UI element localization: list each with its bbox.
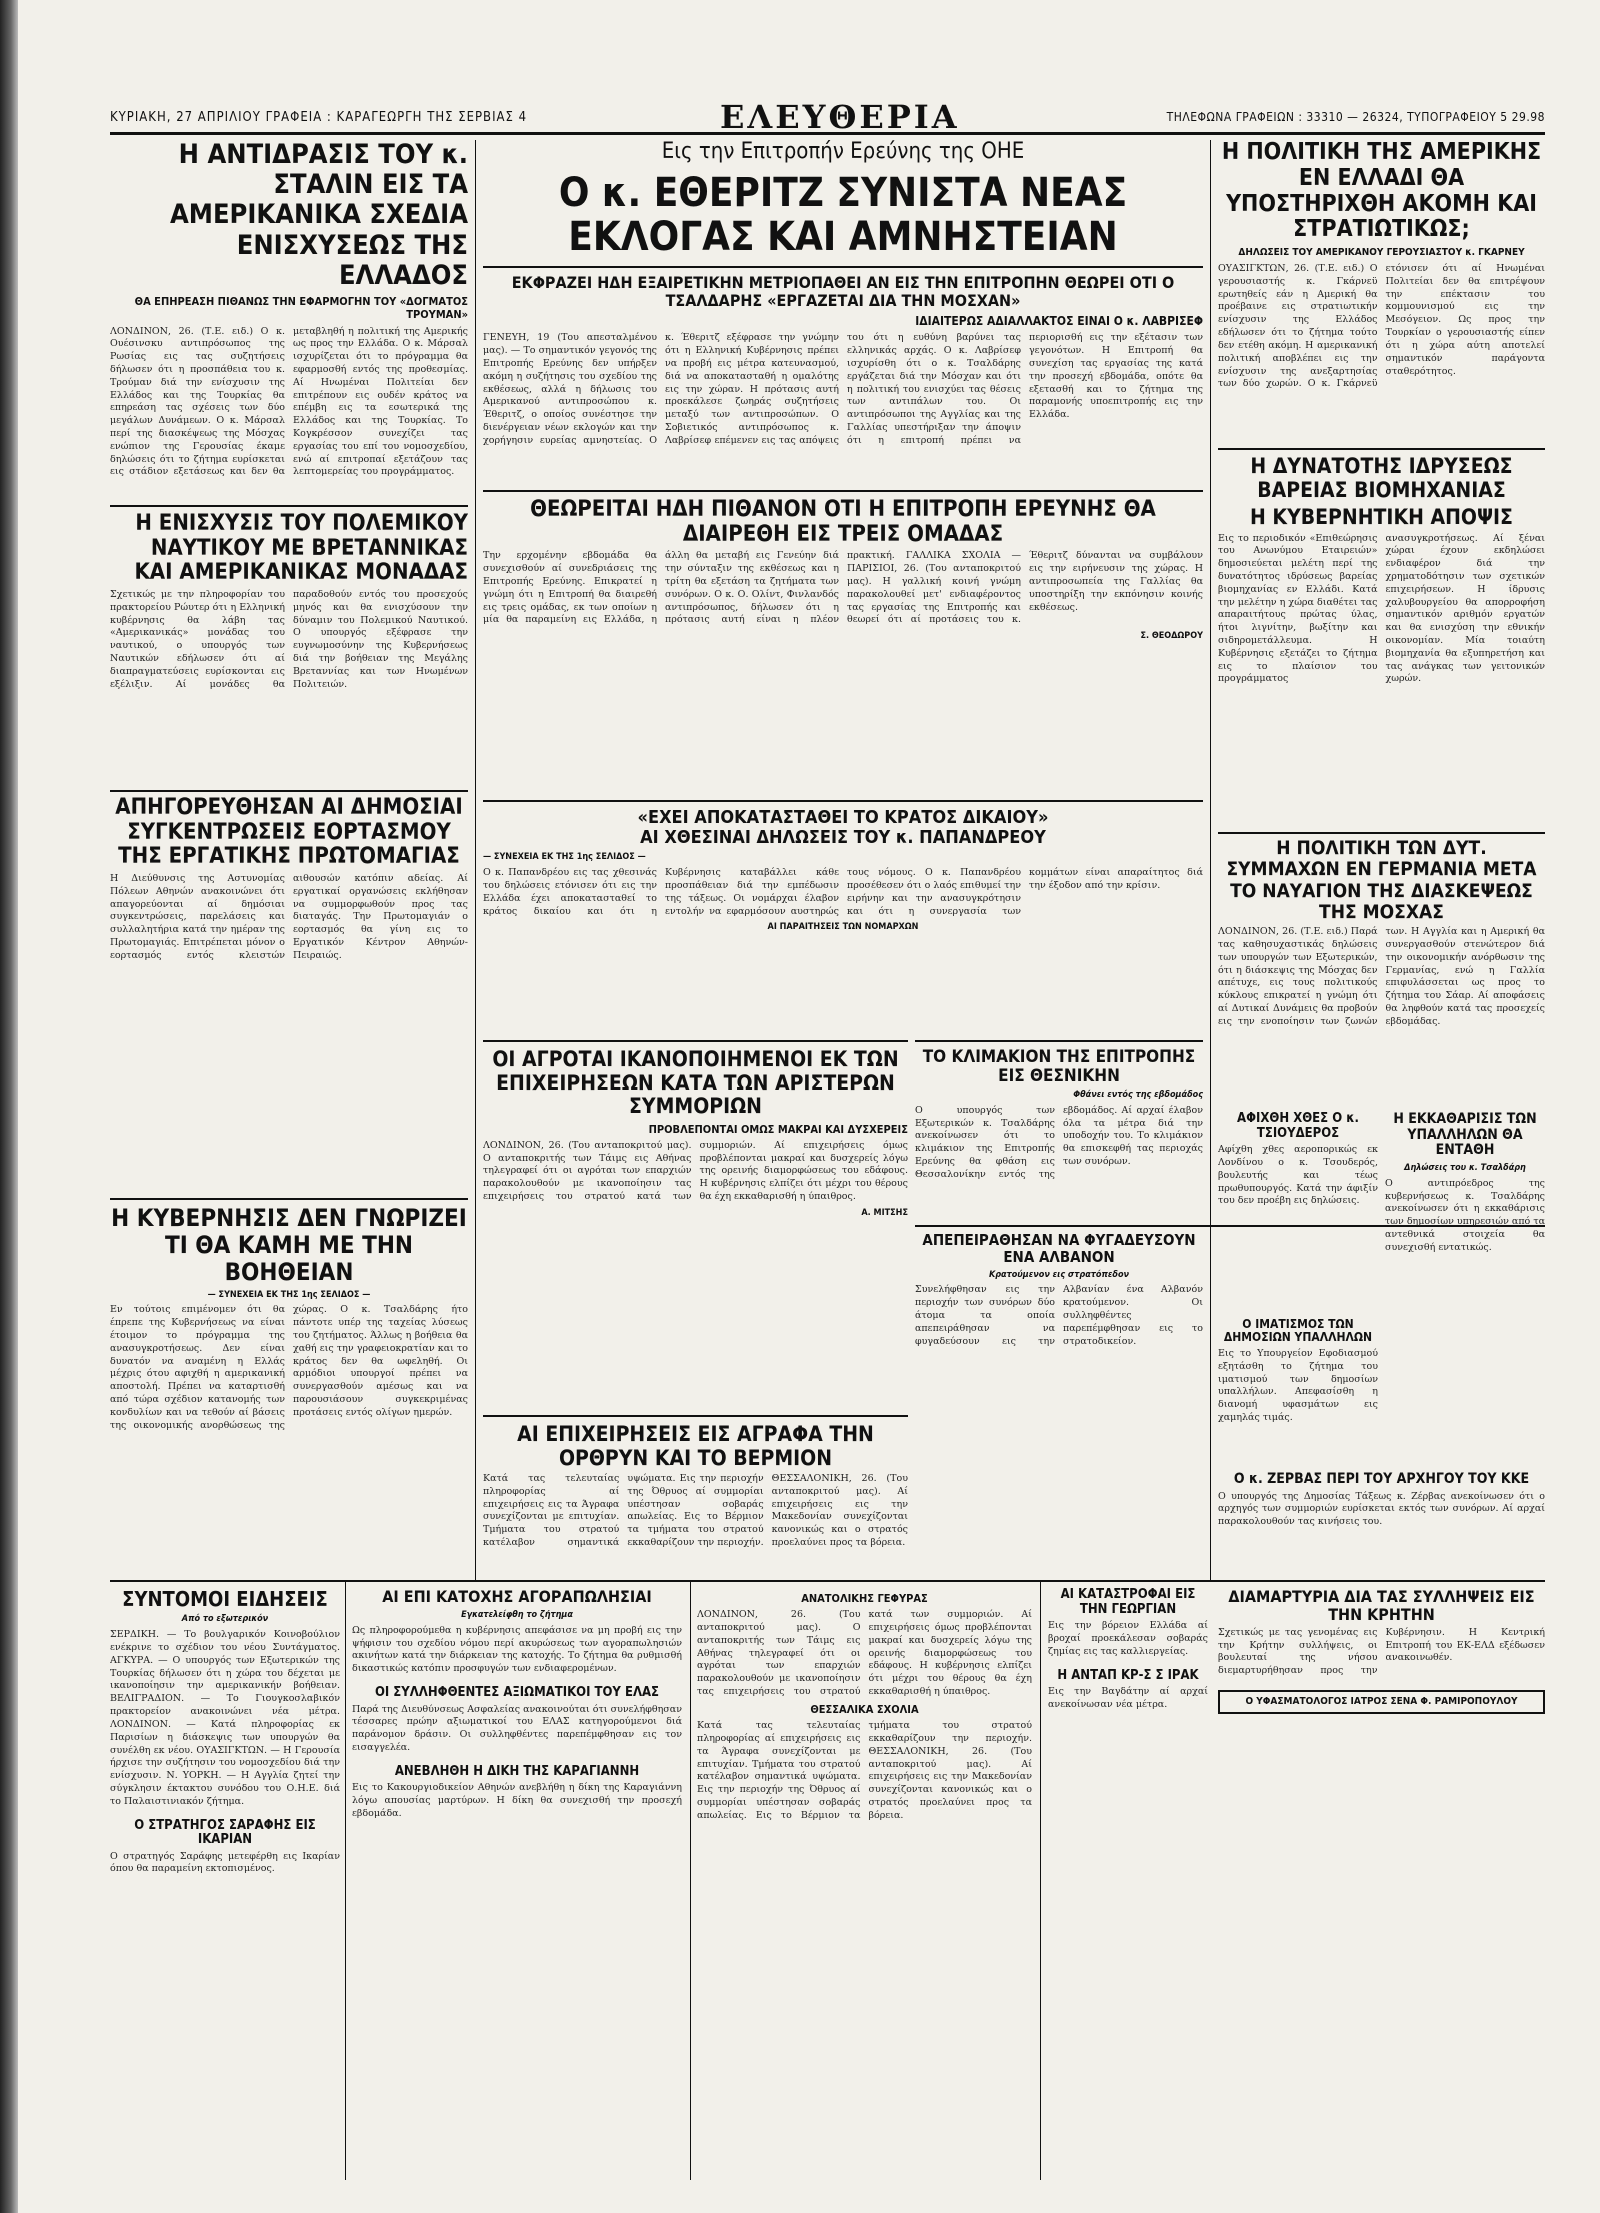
headline: Η ΚΥΒΕΡΝΗΤΙΚΗ ΑΠΟΨΙΣ xyxy=(1250,505,1513,530)
headline: «ΕΧΕΙ ΑΠΟΚΑΤΑΣΤΑΘΕΙ ΤΟ ΚΡΑΤΟΣ ΔΙΚΑΙΟΥ» xyxy=(637,807,1049,828)
rule xyxy=(483,266,1203,268)
headline: Η ΕΚΚΑΘΑΡΙΣΙΣ ΤΩΝ ΥΠΑΛΛΗΛΩΝ ΘΑ ΕΝΤΑΘΗ xyxy=(1393,1112,1537,1159)
headline: Η ΑΝΤΑΠ ΚΡ-Σ Σ ΙΡΑΚ xyxy=(1057,1667,1199,1683)
article-body: Εις το Υπουργείον Εφοδιασμού εξητάσθη το ζήτημα του ιματισμού των δημοσίων υπαλλήλων. Απεφασίσθη η διανομή υφασμάτων εις χαμηλάς τιμάς. xyxy=(1218,1347,1378,1423)
headline: Η ΚΥΒΕΡΝΗΣΙΣ ΔΕΝ ΓΝΩΡΙΖΕΙ ΤΙ ΘΑ ΚΑΜΗ ΜΕ ΤΗΝ ΒΟΗΘΕΙΑΝ xyxy=(111,1205,467,1286)
article-body: Ο στρατηγός Σαράφης μετεφέρθη εις Ικαρίαν όπου θα παραμείνη εκτοπισμένος. xyxy=(110,1850,340,1875)
masthead-date-address: ΚΥΡΙΑΚΗ, 27 ΑΠΡΙΛΙΟΥ ΓΡΑΦΕΙΑ : ΚΑΡΑΓΕΩΡΓΗ ΤΗΣ ΣΕΡΒΙΑΣ 4 xyxy=(110,110,528,125)
headline: ΤΟ ΚΛΙΜΑΚΙΟΝ ΤΗΣ ΕΠΙΤΡΟΠΗΣ ΕΙΣ ΘΕΣΝΙΚΗΝ xyxy=(922,1047,1196,1087)
headline: ΑΙ ΧΘΕΣΙΝΑΙ ΔΗΛΩΣΕΙΣ ΤΟΥ κ. ΠΑΠΑΝΔΡΕΟΥ xyxy=(640,827,1046,849)
binding-edge xyxy=(0,0,18,2213)
article-aid xyxy=(110,1205,468,1575)
article-body: ΛΟΝΔΙΝΟΝ, 26. (Τ.Ε. ειδ.) Παρά τας καθησυχαστικάς δηλώσεις των υπουργών των Εξωτερικών, ότι η διάσκεψις της Μόσχας δεν απέτυχε, εις τους πολιτικούς κύκλους επικρατεί η γνώμη ότι αί Δυτικαί Δυνάμεις θα προβούν εις την ενοποίησιν των ζωνών των. Η Αγγλία και η Αμερική θα συνεργασθούν στενώτερον διά την οικονομικήν ανόρθωσιν της Γερμανίας, ενώ η Γαλλία επιφυλάσσεται ως προς το ζήτημα του Σάαρ. Αί αποφάσεις θα ληφθούν κατά τας προσεχείς εβδομάδας. xyxy=(1218,926,1545,1027)
article-albanians xyxy=(915,1232,1203,1422)
rule xyxy=(483,800,1203,802)
article-committee xyxy=(483,490,1203,795)
article-mayday xyxy=(110,796,468,1196)
subheadline: Κρατούμενον εις στρατόπεδον xyxy=(988,1269,1130,1280)
article-body: Εις το περιοδικόν «Επιθεώρησις του Ανωνύμου Εταιρειών» δημοσιεύεται μελέτη περί της δυνατότητος ιδρύσεως βαρείας βιομηχανίας εν Ελλάδι. Κατά την μελέτην η χώρα διαθέτει τας απαραιτήτους πρώτας ύλας, ήτοι λιγνίτην, βωξίτην και σιδηρομετάλλευμα. Η Κυβέρνησις εξετάζει το ζήτημα εις το πλαίσιον του προγράμματος ανασυγκροτήσεως. Αί ξέναι χώραι έχουν εκδηλώσει ενδιαφέρον διά την χρηματοδότησιν των σχετικών επιχειρήσεων. Η ίδρυσις χαλυβουργείου θα απορροφήση σημαντικόν αριθμόν εργατών και θα ενισχύση την εθνικήν οικονομίαν. Μία τοιαύτη βιομηχανία θα εξυπηρετήση και τας ανάγκας των γειτονικών χωρών. xyxy=(1218,532,1545,685)
article-briefs xyxy=(110,1588,340,2178)
signature: Σ. ΘΕΟΔΩΡΟΥ xyxy=(1140,631,1203,642)
subheadline: Εγκατελείφθη το ζήτημα xyxy=(461,1609,573,1620)
headline: ΑΙ ΕΠΙ ΚΑΤΟΧΗΣ ΑΓΟΡΑΠΩΛΗΣΙΑΙ xyxy=(382,1588,652,1606)
article-industry xyxy=(1218,455,1545,830)
headline: ΣΥΝΤΟΜΟΙ ΕΙΔΗΣΕΙΣ xyxy=(122,1588,328,1611)
article-body: Εις την βόρειον Ελλάδα αί βροχαί προεκάλεσαν σοβαράς ζημίας εις τας καλλιεργείας. xyxy=(1048,1620,1208,1657)
article-body: Σχετικώς με την πληροφορίαν του πρακτορείου Ρώυτερ ότι η Ελληνική κυβέρνησις θα λάβη τας «Αμερικανικάς» μονάδας του ναυτικού, ο υπουργός των Ναυτικών εδήλωσεν ότι αί διαπραγματεύσεις ευρίσκονται εις εξέλιξιν. Αί μονάδες θα παραδοθούν εντός του προσεχούς μηνός και θα ενισχύσουν την δύναμιν του Πολεμικού Ναυτικού. Ο υπουργός εξέφρασε την ευγνωμοσύνην της Κυβερνήσεως διά την βοήθειαν της Μεγάλης Βρεταννίας και των Ηνωμένων Πολιτειών. xyxy=(110,588,468,690)
kicker: Εις την Επιτροπήν Ερεύνης της ΟΗΕ xyxy=(661,140,1025,164)
article-navy xyxy=(110,512,468,787)
article-body: Ο κ. Παπανδρέου εις τας χθεσινάς του δηλώσεις ετόνισεν ότι εις την Ελλάδα έχει αποκατασταθεί το κράτος δικαίου και ότι η Κυβέρνησις καταβάλλει κάθε προσπάθειαν διά την εμπέδωσιν της τάξεως. Οι νομάρχαι έλαβον εντολήν να εφαρμόσουν αυστηρώς τους νόμους. Ο κ. Παπανδρέου προσέθεσεν ότι ο λαός επιθυμεί την ειρήνην και την ανασυγκρότησιν και ότι η συνεργασία των κομμάτων είναι απαραίτητος διά την έξοδον από την κρίσιν. xyxy=(483,867,1203,917)
article-agrafa-continued xyxy=(697,1588,1032,2178)
article-body: Την ερχομένην εβδομάδα θα συνεχισθούν αί συνεδριάσεις της Επιτροπής Ερεύνης. Επικρατεί η γνώμη ότι η Επιτροπή θα διαιρεθή εις τρεις ομάδας, εκ των οποίων η μία θα παραμείνη εις Ελλάδα, η άλλη θα μεταβή εις Γενεύην διά την σύνταξιν της εκθέσεως και η τρίτη θα εξετάση τα ζητήματα των συνόρων. Ο κ. Ο. Ολίντ, Φινλανδός αντιπρόσωπος, δήλωσεν ότι η πρότασις αυτή είναι η πλέον πρακτική. ΓΑΛΛΙΚΑ ΣΧΟΛΙΑ — ΠΑΡΙΣΙΟΙ, 26. (Του ανταποκριτού μας). Η γαλλική κοινή γνώμη παρακολουθεί μετ' ενδιαφέροντος τας εργασίας της Επιτροπής και θεωρεί ότι αί προτάσεις του κ. Έθεριτζ δύνανται να συμβάλουν εις την ειρήνευσιν της χώρας. Η αντιπροσωπεία της Γαλλίας θα υποστηρίξη την εκπόνησιν κοινής εκθέσεως. xyxy=(483,550,1203,626)
subheadline: ΔΗΛΩΣΕΙΣ ΤΟΥ ΑΜΕΡΙΚΑΝΟΥ ΓΕΡΟΥΣΙΑΣΤΟΥ κ. ΓΚΑΡΝΕΥ xyxy=(1238,247,1525,258)
rule xyxy=(110,1198,468,1200)
article-body: ΣΕΡΔΙΚΗ. — Το βουλγαρικόν Κοινοβούλιον ενέκρινε το σχέδιον του νέου Συντάγματος. ΑΓΚΥΡΑ. — Ο υπουργός των Εξωτερικών της Τουρκίας δήλωσεν ότι η χώρα του δέχεται με ικανοποίησιν την αμερικανικήν βοήθειαν. ΒΕΛΙΓΡΑΔΙΟΝ. — Το Γιουγκοσλαβικόν πρακτορείον ανακοινώνει νέα μέτρα. ΛΟΝΔΙΝΟΝ. — Κατά πληροφορίας εκ Παρισίων η διάσκεψις των υπουργών θα συνέλθη εκ νέου. ΟΥΑΣΙΓΚΤΩΝ. — Η Γερουσία ήρχισε την συζήτησιν του νομοσχεδίου διά την ενίσχυσιν. Ν. ΥΟΡΚΗ. — Η Αγγλία ζητεί την σύγκλησιν έκτακτου συνόδου του Ο.Η.Ε. διά το Παλαιστινιακόν ζήτημα. xyxy=(110,1629,340,1807)
rule xyxy=(1218,832,1545,834)
article-protest xyxy=(1218,1588,1545,2178)
column-rule xyxy=(690,1580,691,2180)
rule xyxy=(110,1580,1545,1582)
rule xyxy=(483,1415,908,1417)
subheadline: Δηλώσεις του κ. Τσαλδάρη xyxy=(1404,1163,1526,1174)
headline: ΟΙ ΣΥΛΛΗΦΘΕΝΤΕΣ ΑΞΙΩΜΑΤΙΚΟΙ ΤΟΥ ΕΛΑΣ xyxy=(374,1684,660,1700)
lead-headline: Ο κ. ΕΘΕΡΙΤΖ ΣΥΝΙΣΤΑ ΝΕΑΣ ΕΚΛΟΓΑΣ ΚΑΙ ΑΜΝΗΣΤΕΙΑΝ xyxy=(558,169,1128,261)
deck: ΕΚΦΡΑΖΕΙ ΗΔΗ ΕΞΑΙΡΕΤΙΚΗΝ ΜΕΤΡΙΟΠΑΘΕΙ ΑΝ ΕΙΣ ΤΗΝ ΕΠΙΤΡΟΠΗΝ ΘΕΩΡΕΙ ΟΤΙ Ο ΤΣΑΛΔΑΡΗΣ «ΕΡΓΑΖΕΤΑΙ ΔΙΑ ΤΗΝ ΜΟΣΧΑΝ» xyxy=(511,273,1175,311)
article-germany xyxy=(1218,838,1545,1108)
article-body: Εις το Κακουργιοδικείον Αθηνών ανεβλήθη η δίκη της Καραγιάννη λόγω απουσίας μαρτύρων. Η δίκη θα συνεχισθή την προσεχή εβδομάδα. xyxy=(352,1782,682,1819)
headline: Ο κ. ΖΕΡΒΑΣ ΠΕΡΙ ΤΟΥ ΑΡΧΗΓΟΥ ΤΟΥ ΚΚΕ xyxy=(1233,1472,1530,1487)
subheadline: Από το εξωτερικόν xyxy=(181,1614,269,1625)
article-stalin xyxy=(110,140,468,502)
article-body: Ο υπουργός των Εξωτερικών κ. Τσαλδάρης ανεκοίνωσεν ότι το κλιμάκιον της Επιτροπής Ερεύνης θα φθάση εις Θεσσαλονίκην εντός της εβδομάδος. Αί αρχαί έλαβον όλα τα μέτρα διά την υποδοχήν του. Το κλιμάκιον θα επισκεφθή τας περιοχάς των συνόρων. xyxy=(915,1104,1203,1180)
headline: Η ΠΟΛΙΤΙΚΗ ΤΗΣ ΑΜΕΡΙΚΗΣ ΕΝ ΕΛΛΑΔΙ ΘΑ ΥΠΟΣΤΗΡΙΧΘΗ ΑΚΟΜΗ ΚΑΙ ΣΤΡΑΤΙΩΤΙΚΩΣ; xyxy=(1221,140,1542,243)
headline: Ο ΙΜΑΤΙΣΜΟΣ ΤΩΝ ΔΗΜΟΣΙΩΝ ΥΠΑΛΛΗΛΩΝ xyxy=(1223,1318,1373,1345)
subheadline: ΘΑ ΕΠΗΡΕΑΣΗ ΠΙΘΑΝΩΣ ΤΗΝ ΕΦΑΡΜΟΓΗΝ ΤΟΥ «ΔΟΓΜΑΤΟΣ ΤΡΟΥΜΑΝ» xyxy=(134,295,468,322)
article-body: Εν τούτοις επιμένομεν ότι θα έπρεπε της Κυβερνήσεως να είναι έτοιμον το πρόγραμμα της ανασυγκροτήσεως. Δεν είναι δυνατόν να αναμένη η Ελλάς μέχρις ότου αφιχθή η αμερικανική αποστολή. Πρέπει να καταρτισθή από τώρα σχέδιον κατανομής των κονδυλίων και να τεθούν αί βάσεις της οικονομικής ανορθώσεως της χώρας. Ο κ. Τσαλδάρης ήτο πάντοτε υπέρ της ταχείας λύσεως του ζητήματος. Άλλως η βοήθεια θα χαθή εις την γραφειοκρατίαν και το κράτος δεν θα ωφεληθή. Οι αρμόδιοι υπουργοί πρέπει να συνεργασθούν αμέσως και να παρουσιάσουν συγκεκριμένας προτάσεις εντός ολίγων ημερών. xyxy=(110,1304,468,1431)
headline: Ο ΣΤΡΑΤΗΓΟΣ ΣΑΡΑΦΗΣ ΕΙΣ ΙΚΑΡΙΑΝ xyxy=(134,1817,316,1848)
article-civil xyxy=(1218,1318,1378,1468)
headline: Η ΠΟΛΙΤΙΚΗ ΤΩΝ ΔΥΤ. ΣΥΜΜΑΧΩΝ ΕΝ ΓΕΡΜΑΝΙΑ ΜΕΤΑ ΤΟ ΝΑΥΑΓΙΟΝ ΤΗΣ ΔΙΑΣΚΕΨΕΩΣ ΤΗΣ ΜΟΣΧΑΣ xyxy=(1226,838,1537,923)
article-body: Κατά τας τελευταίας πληροφορίας αί επιχειρήσεις εις τα Άγραφα συνεχίζονται με επιτυχίαν. Τμήματα του στρατού κατέλαβον σημαντικά υψώματα. Εις την περιοχήν της Όθρυος αί συμμορίαι υπέστησαν σοβαράς απωλείας. Εις το Βέρμιον τα τμήματα του στρατού εκκαθαρίζουν την περιοχήν. ΘΕΣΣΑΛΟΝΙΚΗ, 26. (Του ανταποκριτού μας). Αί επιχειρήσεις εις την Μακεδονίαν συνεχίζονται κανονικώς και ο στρατός προελαύνει προς τα βόρεια. xyxy=(483,1473,908,1549)
article-farmers xyxy=(483,1040,908,1410)
article-body: ΛΟΝΔΙΝΟΝ, 26. (Τ.Ε. ειδ.) Ο κ. Ουέσινσκυ αντιπρόσωπος της Ρωσίας εις τας συζητήσεις δήλωσεν ότι η προσπάθεια του κ. Τρούμαν διά την ενίσχυσιν της Ελλάδος και της Τουρκίας θα επηρεάση τας σχέσεις των δύο μεγάλων Δυνάμεων. Ο κ. Μάρσαλ περί της διασκέψεως της Μόσχας ενώπιον της Γερουσίας έκαμε δηλώσεις ότι το ζήτημα ευρίσκεται εις στάδιον εξετάσεως και δεν θα μεταβληθή η πολιτική της Αμερικής ως προς την Ελλάδα. Ο κ. Μάρσαλ ισχυρίζεται ότι το πρόγραμμα θα εφαρμοσθή εντός της προθεσμίας. Αί Ηνωμέναι Πολιτείαι δεν επιτρέπουν εις ουδέν κράτος να επέμβη εις τα εσωτερικά της Ελλάδος και της Τουρκίας. Το Κογκρέσσον συνεχίζει τας εργασίας του επί του νομοσχεδίου, ενώ αί επιτροπαί εξετάζουν τας λεπτομερείας του προγράμματος. xyxy=(110,325,468,478)
headline: Η ΑΝΤΙΔΡΑΣΙΣ ΤΟΥ κ. ΣΤΑΛΙΝ ΕΙΣ ΤΑ ΑΜΕΡΙΚΑΝΙΚΑ ΣΧΕΔΙΑ ΕΝΙΣΧΥΣΕΩΣ ΤΗΣ ΕΛΛΑΔΟΣ xyxy=(169,140,468,291)
article-body: Συνελήφθησαν εις την περιοχήν των συνόρων δύο άτομα τα οποία απεπειράθησαν να φυγαδεύσουν εις την Αλβανίαν ένα Αλβανόν κρατούμενον. Οι συλληφθέντες παρεπέμφθησαν εις το στρατοδικείον. xyxy=(915,1284,1203,1347)
subheadline: Φθάνει εντός της εβδομάδος xyxy=(1073,1090,1203,1101)
article-body: Αφίχθη χθες αεροπορικώς εκ Λονδίνου ο κ. Τσουδερός, βουλευτής και τέως πρωθυπουργός. Κατά την άφιξίν του δεν προέβη εις δηλώσεις. xyxy=(1218,1144,1378,1207)
headline: ΑΝΕΒΛΗΘΗ Η ΔΙΚΗ ΤΗΣ ΚΑΡΑΓΙΑΝΝΗ xyxy=(394,1763,640,1779)
column-rule xyxy=(1210,140,1211,1580)
continued-note: — ΣΥΝΕΧΕΙΑ ΕΚ ΤΗΣ 1ης ΣΕΛΙΔΟΣ — xyxy=(483,852,646,863)
rule xyxy=(110,790,468,792)
column-rule xyxy=(1040,1580,1041,2180)
masthead xyxy=(110,98,1545,136)
article-body: ΛΟΝΔΙΝΟΝ, 26. (Του ανταποκριτού μας). Ο ανταποκριτής των Τάιμς εις Αθήνας τηλεγραφεί ότι οι αγρόται των επαρχιών παρακολουθούν με ικανοποίησιν τας επιχειρήσεις του στρατού κατά των συμμοριών. Αί επιχειρήσεις όμως προβλέπονται μακραί και δυσχερείς λόγω της ορεινής διαμορφώσεως του εδάφους. Η κυβέρνησις ελπίζει ότι μέχρι του θέρους θα έχη εκκαθαρισθή η ύπαιθρος. xyxy=(697,1609,1032,1698)
rule xyxy=(110,505,468,507)
article-tsouderos xyxy=(1218,1112,1378,1312)
rule xyxy=(483,490,1203,492)
subheadline: ΑΝΑΤΟΛΙΚΗΣ ΓΕΦΥΡΑΣ xyxy=(801,1592,928,1605)
article-body: ΟΥΑΣΙΓΚΤΩΝ, 26. (Τ.Ε. ειδ.) Ο γερουσιαστής κ. Γκάρνεϋ ερωτηθείς εάν η Αμερική θα προέβαινε εις στρατιωτικήν ενίσχυσιν της Ελλάδος εδήλωσεν ότι το ζήτημα τούτο δεν ετέθη ακόμη. Η αμερικανική πολιτική αποβλέπει εις την ενίσχυσιν της ανεξαρτησίας των δύο χωρών. Ο κ. Γκάρνεϋ ετόνισεν ότι αί Ηνωμέναι Πολιτείαι δεν θα επιτρέψουν την επέκτασιν του κομμουνισμού εις την Μεσόγειον. Ως προς την Τουρκίαν ο γερουσιαστής είπεν ότι η χώρα αύτη αποτελεί σημαντικόν παράγοντα σταθερότητος. xyxy=(1218,263,1545,390)
headline: Η ΕΝΙΣΧΥΣΙΣ ΤΟΥ ΠΟΛΕΜΙΚΟΥ ΝΑΥΤΙΚΟΥ ΜΕ ΒΡΕΤΑΝΝΙΚΑΣ ΚΑΙ ΑΜΕΡΙΚΑΝΙΚΑΣ ΜΟΝΑΔΑΣ xyxy=(134,512,468,586)
article-body: Ως πληροφορούμεθα η κυβέρνησις απεφάσισε να μη προβή εις την ψήφισιν του σχεδίου νόμου περί ακυρώσεως των αγοραπωλησιών ακινήτων κατά την διάρκειαν της κατοχής. Το ζήτημα θα ρυθμισθή δικαστικώς κατόπιν προσφυγών των ενδιαφερομένων. xyxy=(352,1624,682,1675)
subheadline: ΑΙ ΠΑΡΑΙΤΗΣΕΙΣ ΤΩΝ ΝΟΜΑΡΧΩΝ xyxy=(767,922,919,933)
column-rule xyxy=(345,1580,346,2180)
article-zervas xyxy=(1218,1472,1545,1582)
article-purge xyxy=(1385,1112,1545,1312)
article-occupation xyxy=(352,1588,682,2178)
newspaper-title: ΕΛΕΥΘΕΡΙΑ xyxy=(720,98,960,136)
article-body: Κατά τας τελευταίας πληροφορίας αί επιχειρήσεις εις τα Άγραφα συνεχίζονται με επιτυχίαν. Τμήματα του στρατού κατέλαβον σημαντικά υψώματα. Εις την περιοχήν της Όθρυος αί συμμορίαι υπέστησαν σοβαράς απωλείας. Εις το Βέρμιον τα τμήματα του στρατού εκκαθαρίζουν την περιοχήν. ΘΕΣΣΑΛΟΝΙΚΗ, 26. (Του ανταποκριτού μας). Αί επιχειρήσεις εις την Μακεδονίαν συνεχίζονται κανονικώς και ο στρατός προελαύνει προς τα βόρεια. xyxy=(697,1720,1032,1821)
article-papandreou xyxy=(483,800,1203,1035)
signature: Α. ΜΙΤΣΗΣ xyxy=(861,1207,908,1218)
article-body: Εις την Βαγδάτην αί αρχαί ανεκοίνωσαν νέα μέτρα. xyxy=(1048,1686,1208,1710)
masthead-phones: ΤΗΛΕΦΩΝΑ ΓΡΑΦΕΙΩΝ : 33310 — 26324, ΤΥΠΟΓΡΑΦΕΙΟΥ 5 29.98 xyxy=(1166,110,1545,124)
subheadline: ΙΔΙΑΙΤΕΡΩΣ ΑΔΙΑΛΛΑΚΤΟΣ ΕΙΝΑΙ Ο κ. ΛΑΒΡΙΣΕΦ xyxy=(915,314,1203,329)
article-body: Ο αντιπρόεδρος της κυβερνήσεως κ. Τσαλδάρης ανεκοίνωσεν ότι η εκκαθάρισις των δημοσίων υπηρεσιών από τα αντεθνικά στοιχεία θα συνεχισθή εντατικώς. xyxy=(1385,1177,1545,1253)
subheadline: ΘΕΣΣΑΛΙΚΑ ΣΧΟΛΙΑ xyxy=(810,1702,919,1716)
continued-note: — ΣΥΝΕΧΕΙΑ ΕΚ ΤΗΣ 1ης ΣΕΛΙΔΟΣ — xyxy=(207,1289,371,1300)
article-georgia xyxy=(1048,1588,1208,2178)
article-body: Παρά της Διευθύνσεως Ασφαλείας ανακοινούται ότι συνελήφθησαν τέσσαρες πρώην αξιωματικοί του ΕΛΑΣ κατηγορούμενοι διά παράνομον δράσιν. Οι συλληφθέντες παρεπέμφθησαν εις τον εισαγγελέα. xyxy=(352,1703,682,1753)
article-body: ΓΕΝΕΥΗ, 19 (Του απεσταλμένου μας). — Το σημαντικόν γεγονός της Επιτροπής Ερεύνης δεν υπήρξεν ακόμη η συζήτησις του σχεδίου της εκθέσεως, αλλά η δήλωσις του Αμερικανού αντιπροσώπου κ. Έθεριτζ, ο οποίος συνέστησε την διενέργειαν νέων εκλογών και την χορήγησιν ευρείας αμνηστείας. Ο κ. Έθεριτζ εξέφρασε την γνώμην ότι η Ελληνική Κυβέρνησις πρέπει να προβή εις μέτρα κατευνασμού, διά να αποκατασταθή η ομαλότης εις την χώραν. Η πρότασις αυτή προεκάλεσε ζωηράς συζητήσεις μεταξύ των αντιπροσώπων. Ο Σοβιετικός αντιπρόσωπος κ. Λαβρίσεφ επέμενεν εις τας απόψεις του ότι η ευθύνη βαρύνει τας ελληνικάς αρχάς. Ο κ. Λαβρίσεφ ισχυρίσθη ότι ο κ. Τσαλδάρης εργάζεται διά την Μόσχαν και ότι η πολιτική του ενισχύει τας θέσεις των αντιπάλων του. Οι αντιπρόσωποι της Αγγλίας και της Γαλλίας υπεστήριξαν την άποψιν ότι η επιτροπή πρέπει να περιορισθή εις την εξέτασιν των γεγονότων. Η Επιτροπή θα συνεχίση τας εργασίας της κατά την προσεχή εβδομάδα, οπότε θα εξετασθή και το ζήτημα της παραμονής υποεπιτροπής εις την Ελλάδα. xyxy=(483,332,1203,446)
headline: ΑΙ ΕΠΙΧΕΙΡΗΣΕΙΣ ΕΙΣ ΑΓΡΑΦΑ ΤΗΝ ΟΡΘΡΥΝ ΚΑΙ ΤΟ ΒΕΡΜΙΟΝ xyxy=(517,1422,874,1470)
headline: ΑΦΙΧΘΗ ΧΘΕΣ Ο κ. ΤΣΙΟΥΔΕΡΟΣ xyxy=(1237,1112,1359,1141)
headline: Η ΔΥΝΑΤΟΤΗΣ ΙΔΡΥΣΕΩΣ ΒΑΡΕΙΑΣ ΒΙΟΜΗΧΑΝΙΑΣ xyxy=(1250,455,1513,502)
deck: ΠΡΟΒΛΕΠΟΝΤΑΙ ΟΜΩΣ ΜΑΚΡΑΙ ΚΑΙ ΔΥΣΧΕΡΕΙΣ xyxy=(648,1122,908,1136)
headline: ΑΠΗΓΟΡΕΥΘΗΣΑΝ ΑΙ ΔΗΜΟΣΙΑΙ ΣΥΓΚΕΝΤΡΩΣΕΙΣ ΕΟΡΤΑΣΜΟΥ ΤΗΣ ΕΡΓΑΤΙΚΗΣ ΠΡΩΤΟΜΑΓΙΑΣ xyxy=(115,796,463,870)
rule xyxy=(1218,448,1545,450)
headline: ΑΠΕΠΕΙΡΑΘΗΣΑΝ ΝΑ ΦΥΓΑΔΕΥΣΟΥΝ ΕΝΑ ΑΛΒΑΝΟΝ xyxy=(922,1232,1196,1266)
headline: ΔΙΑΜΑΡΤΥΡΙΑ ΔΙΑ ΤΑΣ ΣΥΛΛΗΨΕΙΣ ΕΙΣ ΤΗΝ ΚΡΗΤΗΝ xyxy=(1228,1588,1535,1624)
article-america xyxy=(1218,140,1545,445)
rule xyxy=(483,1040,908,1042)
article-body: Ο υπουργός της Δημοσίας Τάξεως κ. Ζέρβας ανεκοίνωσεν ότι ο αρχηγός των συμμοριών ευρίσκεται εκτός των συνόρων. Αί αρχαί παρακολουθούν τας κινήσεις του. xyxy=(1218,1490,1545,1528)
headline: ΘΕΩΡΕΙΤΑΙ ΗΔΗ ΠΙΘΑΝΟΝ ΟΤΙ Η ΕΠΙΤΡΟΠΗ ΕΡΕΥΝΗΣ ΘΑ ΔΙΑΙΡΕΘΗ ΕΙΣ ΤΡΕΙΣ ΟΜΑΔΑΣ xyxy=(530,497,1156,547)
article-body: Σχετικώς με τας γενομένας εις την Κρήτην συλλήψεις, οι βουλευταί της νήσου διεμαρτυρήθησαν προς την Κυβέρνησιν. Η Κεντρική Επιτροπή του ΕΚ-ΕΛΔ εξέδωσεν ανακοινωθέν. xyxy=(1218,1626,1545,1677)
article-body: ΛΟΝΔΙΝΟΝ, 26. (Του ανταποκριτού μας). Ο ανταποκριτής των Τάιμς εις Αθήνας τηλεγραφεί ότι οι αγρόται των επαρχιών παρακολουθούν με ικανοποίησιν τας επιχειρήσεις του στρατού κατά των συμμοριών. Αί επιχειρήσεις όμως προβλέπονται μακραί και δυσχερείς λόγω της ορεινής διαμορφώσεως του εδάφους. Η κυβέρνησις ελπίζει ότι μέχρι του θέρους θα έχη εκκαθαρισθή η ύπαιθρος. xyxy=(483,1139,908,1202)
article-body: Η Διεύθυνσις της Αστυνομίας Πόλεων Αθηνών ανακοινώνει ότι απαγορεύονται αί δημόσιαι συγκεντρώσεις, παρελάσεις και συλλαλητήρια κατά την ημέραν της Πρωτομαγιάς. Επιτρέπεται μόνον ο εορτασμός εντός κλειστών αιθουσών κατόπιν αδείας. Αί εργατικαί οργανώσεις εκλήθησαν να συμμορφωθούν προς τας διαταγάς. Την Πρωτομαγιάν ο εορτασμός θα γίνη εις το Εργατικόν Κέντρον Αθηνών-Πειραιώς. xyxy=(110,872,468,961)
advertisement: Ο ΥΦΑΣΜΑΤΟΛΟΓΟΣ ΙΑΤΡΟΣ ΣΕΝΑ Φ. ΡΑΜΙΡΟΠΟΥΛΟΥ xyxy=(1218,1690,1545,1714)
headline: ΑΙ ΚΑΤΑΣΤΡΟΦΑΙ ΕΙΣ ΤΗΝ ΓΕΩΡΓΙΑΝ xyxy=(1060,1588,1196,1617)
article-lead xyxy=(483,140,1203,485)
rule xyxy=(915,1040,1203,1042)
column-rule xyxy=(475,140,476,1580)
article-agrafa xyxy=(483,1415,908,1575)
headline: ΟΙ ΑΓΡΟΤΑΙ ΙΚΑΝΟΠΟΙΗΜΕΝΟΙ ΕΚ ΤΩΝ ΕΠΙΧΕΙΡΗΣΕΩΝ ΚΑΤΑ ΤΩΝ ΑΡΙΣΤΕΡΩΝ ΣΥΜΜΟΡΙΩΝ xyxy=(492,1047,899,1119)
article-klimakion xyxy=(915,1040,1203,1220)
